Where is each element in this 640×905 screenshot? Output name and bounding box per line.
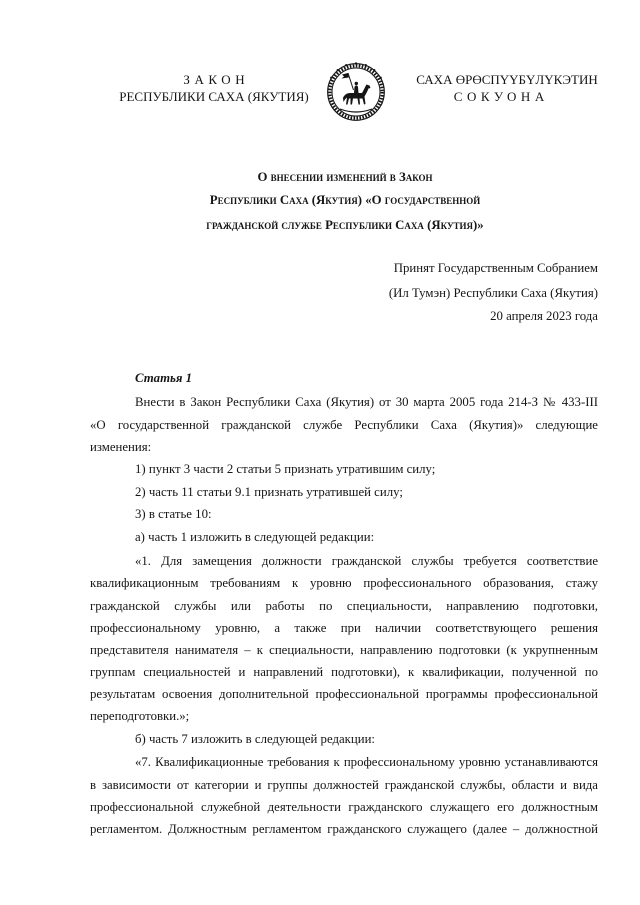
republic-name-ru: РЕСПУБЛИКИ САХА (ЯКУТИЯ): [119, 89, 309, 104]
list-item: 3) в статье 10:: [135, 507, 212, 521]
document-title-line: Республики Саха (Якутия) «О государственной: [209, 193, 481, 207]
list-item: а) часть 1 изложить в следующей редакции:: [135, 530, 375, 544]
list-item: 2) часть 11 статьи 9.1 признать утратившей силу;: [135, 485, 403, 499]
paragraph-line: «О государственной гражданской службе Республики Саха (Якутия)» следующие: [90, 418, 598, 432]
quoted-text-line: профессиональной служебной деятельности гражданского служащего его должностным: [90, 800, 598, 814]
sakha-coat-of-arms-icon: [326, 62, 386, 122]
adoption-line: Принят Государственным Собранием: [393, 261, 598, 275]
coat-of-arms-graphic: [326, 62, 386, 122]
adoption-date: 20 апреля 2023 года: [490, 309, 598, 323]
quoted-text-line: в зависимости от категории и группы должностей гражданской службы, области и вида: [90, 778, 598, 792]
quoted-text-line: результатам освоения дополнительной профессиональной программы профессиональной: [90, 687, 598, 701]
document-title-line: гражданской службе Республики Саха (Якутия)»: [206, 218, 484, 232]
quoted-text-line: регламентом. Должностным регламентом гражданского служащего (далее – должностной: [90, 822, 598, 836]
law-label-ru: ЗАКОН: [183, 72, 250, 87]
quoted-text-line: профессиональному уровню, а также при наличии соответствующего решения: [90, 621, 598, 635]
list-item: б) часть 7 изложить в следующей редакции:: [135, 732, 375, 746]
quoted-text-line: гражданской службы или работы по специальности, направлению подготовки,: [90, 599, 598, 613]
quoted-text-line: переподготовки.»;: [90, 709, 190, 723]
law-label-sakha: СОКУОНА: [453, 89, 549, 104]
paragraph-line: изменения:: [90, 440, 152, 454]
article-heading: Статья 1: [135, 371, 193, 385]
republic-name-sakha: САХА ӨРӨСПҮҮБҮЛҮКЭТИН: [416, 72, 598, 87]
quoted-text-line: «1. Для замещения должности гражданской службы требуется соответствие: [135, 554, 598, 568]
quoted-text-line: представителя нанимателя – к специальности, направлению подготовки (к укрупненным: [90, 643, 598, 657]
quoted-text-line: «7. Квалификационные требования к профессиональному уровню устанавливаются: [135, 755, 598, 769]
quoted-text-line: группам специальностей и направлений подготовки), к квалификации, полученной по: [90, 665, 598, 679]
quoted-text-line: квалификационным требованиям к уровню профессионального образования, стажу: [90, 576, 598, 590]
adoption-line: (Ил Тумэн) Республики Саха (Якутия): [388, 286, 598, 300]
list-item: 1) пункт 3 части 2 статьи 5 признать утратившим силу;: [135, 462, 436, 476]
paragraph-line: Внести в Закон Республики Саха (Якутия) от 30 марта 2005 года 214-З № 433-III: [135, 395, 598, 409]
document-title-line: О внесении изменений в Закон: [257, 170, 433, 184]
